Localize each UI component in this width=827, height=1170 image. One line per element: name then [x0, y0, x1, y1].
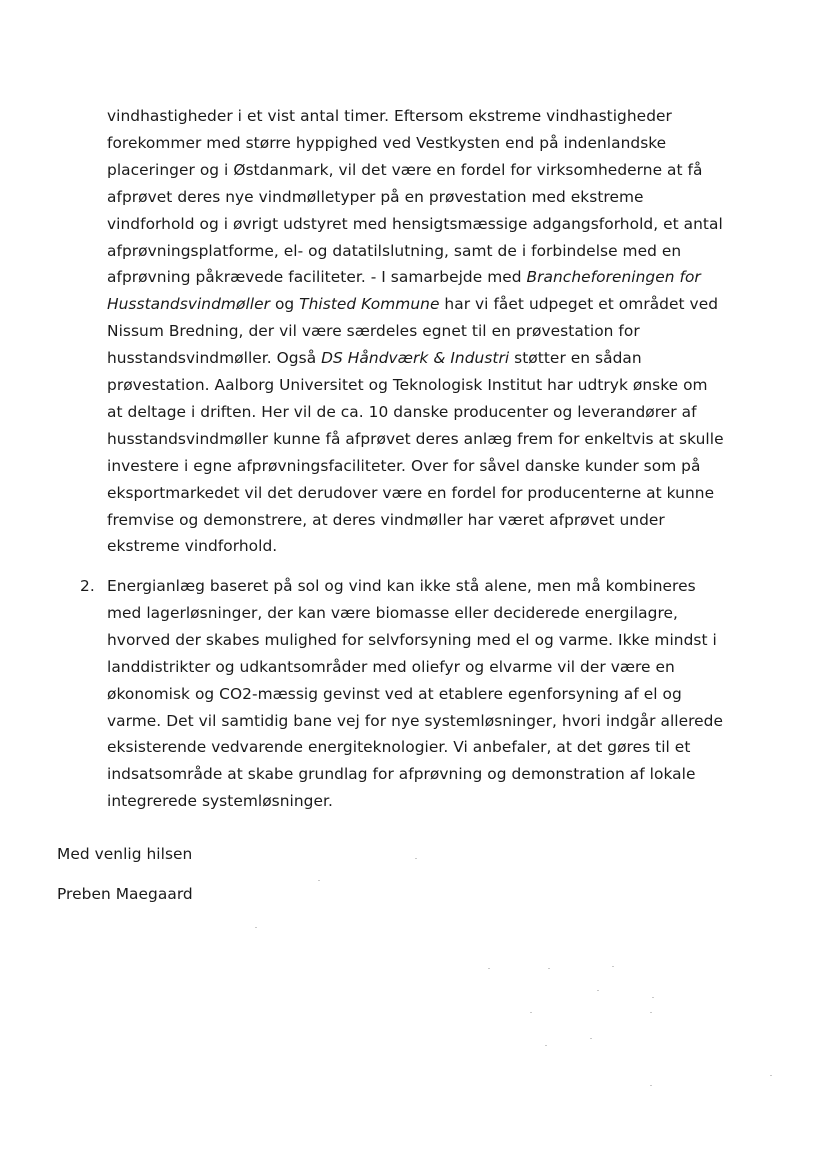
text-line: [107, 483, 714, 503]
text-run: hvorved der skabes mulighed for selvforsyning med el og varme. Ikke mindst i: [107, 630, 717, 649]
text-line: [107, 348, 642, 368]
text-line: [107, 630, 717, 650]
text-line: [107, 510, 665, 530]
text-run: har vi fået udpeget et området ved: [439, 295, 719, 314]
text-run: afprøvning påkrævede faciliteter. - I samarbejde med: [107, 268, 527, 287]
text-run: prøvestation. Aalborg Universitet og Teknologisk Institut har udtryk ønske om: [107, 376, 708, 394]
text-run: investere i egne afprøvningsfaciliteter. Over for såvel danske kunder som på: [107, 456, 701, 475]
text-run: Energianlæg baseret på sol og vind kan ikke stå alene, men må kombineres: [107, 577, 696, 595]
text-line: [107, 106, 672, 126]
text-run: forekommer med større hyppighed ved Vestkysten end på indenlandske: [107, 133, 667, 152]
italic-name: Brancheforeningen for: [526, 268, 701, 287]
text-run: eksportmarkedet vil det derudover være en fordel for producenterne at kunne: [107, 483, 715, 502]
text-line: [107, 375, 708, 395]
text-line: [107, 603, 678, 623]
text-run: eksisterende vedvarende energiteknologier. Vi anbefaler, at det gøres til et: [107, 738, 691, 757]
text-line: [107, 684, 682, 704]
text-run: varme. Det vil samtidig bane vej for nye systemløsninger, hvori indgår allerede: [107, 711, 724, 730]
text-run: husstandsvindmøller. Også: [107, 349, 322, 368]
text-run: vindhastigheder i et vist antal timer. Eftersom ekstreme vindhastigheder: [107, 107, 672, 125]
closing-salutation: Med venlig hilsen: [57, 845, 193, 863]
text-line: [107, 764, 695, 784]
text-line: [107, 737, 690, 757]
text-run: fremvise og demonstrere, at deres vindmøller har været afprøvet under: [107, 510, 665, 529]
text-run: afprøvningsplatforme, el- og datatilslutning, samt de i forbindelse med en: [107, 241, 682, 260]
text-line: [107, 711, 723, 731]
text-line: [107, 214, 723, 234]
text-run: at deltage i driften. Her vil de ca. 10 danske producenter og leverandører af: [107, 402, 697, 421]
text-run: indsatsområde at skabe grundlag for afprøvning og demonstration af lokale: [107, 765, 696, 784]
italic-name: Thisted Kommune: [299, 295, 440, 314]
text-line: [107, 160, 703, 180]
text-run: støtter en sådan: [509, 349, 642, 368]
text-line: [107, 429, 724, 449]
list-item-2-number: 2.: [80, 577, 95, 595]
text-line: [107, 657, 675, 677]
text-line: [107, 187, 644, 207]
text-run: vindforhold og i øvrigt udstyret med hensigtsmæssige adgangsforhold, et antal: [107, 214, 723, 233]
text-line: [107, 456, 700, 476]
text-line: [107, 402, 697, 422]
text-line: [107, 791, 333, 811]
text-line: [107, 133, 666, 153]
italic-name: Husstandsvindmøller: [107, 295, 270, 314]
text-run: landdistrikter og udkantsområder med oliefyr og elvarme vil der være en: [107, 657, 675, 676]
text-line: [107, 267, 701, 287]
text-run: afprøvet deres nye vindmølletyper på en prøvestation med ekstreme: [107, 187, 644, 206]
text-run: økonomisk og CO2-mæssig gevinst ved at etablere egenforsyning af el og: [107, 684, 682, 703]
text-run: placeringer og i Østdanmark, vil det være en fordel for virksomhederne at få: [107, 160, 703, 179]
text-run: og: [270, 295, 300, 314]
text-run: Nissum Bredning, der vil være særdeles egnet til en prøvestation for: [107, 322, 640, 341]
text-run: husstandsvindmøller kunne få afprøvet deres anlæg frem for enkeltvis at skulle: [107, 429, 724, 448]
signature-name: Preben Maegaard: [57, 885, 193, 903]
text-run: med lagerløsninger, der kan være biomasse eller deciderede energilagre,: [107, 603, 678, 622]
text-line: [107, 321, 640, 341]
text-line: [107, 576, 696, 596]
text-line: [107, 241, 681, 261]
italic-name: DS Håndværk & Industri: [321, 349, 510, 368]
text-line: [107, 536, 277, 556]
text-run: ekstreme vindforhold.: [107, 537, 278, 556]
text-run: integrerede systemløsninger.: [107, 792, 333, 811]
text-line: [107, 294, 718, 314]
